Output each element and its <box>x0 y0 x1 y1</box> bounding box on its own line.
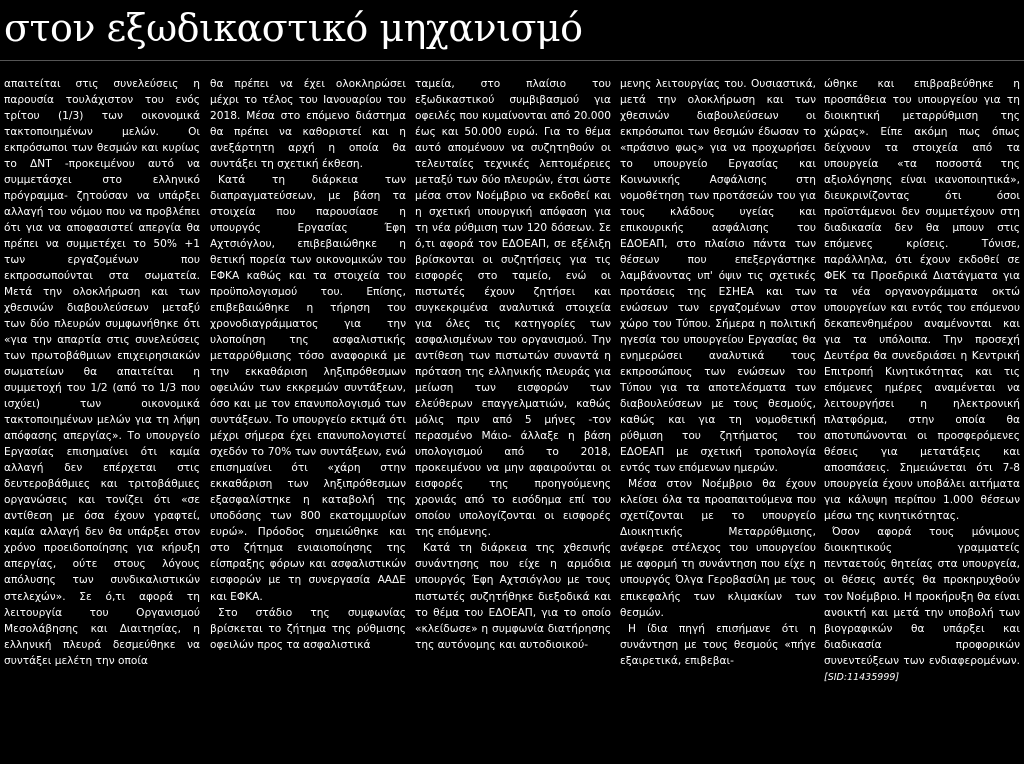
column-4-paragraph-2: Μέσα στον Νοέμβριο θα έχουν κλείσει όλα τα προαπαιτούμενα που σχετίζονται με το υπουργείο Διοικητικής Μεταρρύθμισης, ανέφερε στέλεχος του υπουργείου με αφορμή τη συνάντηση που είχε η υπουργός Όλγα Γεροβασίλη με τους επικεφαλής των κλιμακίων των θεσμών. <box>620 478 816 619</box>
column-3-paragraph-2: Κατά τη διάρκεια της χθεσινής συνάντησης που είχε η αρμόδια υπουργός Έφη Αχτσιόγλου με τους πιστωτές συζητήθηκε διεξοδικά και το θέμα του ΕΔΟΕΑΠ, για το οποίο «κλείδωσε» η συμφωνία διατήρησης της αυτόνομης και αυτοδιοικού- <box>415 542 611 651</box>
column-2-paragraph-1: θα πρέπει να έχει ολοκληρώσει μέχρι το τέλος του Ιανουαρίου του 2018. Μέσα στο επόμενο διάστημα θα πρέπει να καθοριστεί και η ανεξάρτητη αρχή η οποία θα συντάξει τη σχετική έκθεση. <box>210 78 406 171</box>
article-column-4 <box>620 76 816 760</box>
column-5-paragraph-1: ώθηκε και επιβραβεύθηκε η προσπάθεια του υπουργείου για τη διοικητική μεταρρύθμιση της χώρας». Είπε ακόμη πως όπως δείχνουν τα στοιχεία από τα υπουργεία «τα ποσοστά της αξιολόγησης είναι ικανοποιητικά», διευκρινίζοντας ότι όσοι προϊστάμενοι δεν συμμετέχουν στη διαδικασία δεν θα μπουν στις επόμενες κρίσεις. Τόνισε, παράλληλα, ότι έχουν εκδοθεί σε ΦΕΚ τα Προεδρικά Διατάγματα για τα νέα οργανογράμματα οκτώ υπουργείων και εντός του επόμενου δεκαπενθημέρου αναμένονται και για τα υπόλοιπα. Την προσεχή Δευτέρα θα συνεδριάσει η Κεντρική Επιτροπή Κινητικότητας και τις επόμενες ημέρες αναμένεται να λειτουργήσει η ηλεκτρονική πλατφόρμα, στην οποία θα αποτυπώνονται οι προσφερόμενες θέσεις για μετατάξεις και αποσπάσεις. Σημειώνεται ότι 7-8 υπουργεία έχουν υποβάλει αιτήματα για κάλυψη περίπου 1.000 θέσεων μέσω της κινητικότητας. <box>824 78 1020 523</box>
column-1-paragraph-1: απαιτείται στις συνελεύσεις η παρουσία τουλάχιστον του ενός τρίτου (1/3) των οικονομικά τακτοποιημένων μελών. Οι εκπρόσωποι των θεσμών και κυρίως το ΔΝΤ -προκειμένου αυτό να συμμετάσχει στο ελληνικό πρόγραμμα- ζητούσαν να υπάρξει αλλαγή του νόμου που να προβλέπει ότι για να αποφασιστεί απεργία θα πρέπει να συμμετέχει το 50% +1 των εργαζομένων που εκπροσωπούνται στα σωματεία. Μετά την ολοκλήρωση και των χθεσινών διαβουλεύσεων μεταξύ των δύο πλευρών συμφωνήθηκε ότι «για την απαρτία στις συνελεύσεις των πρωτοβάθμιων επιχειρησιακών σωματείων θα απαιτείται η συμμετοχή του 1/2 (από το 1/3 που ισχύει) των οικονομικά τακτοποιημένων μελών για τη λήψη απόφασης απεργίας». Το υπουργείο Εργασίας επισημαίνει ότι καμία αλλαγή δεν επέρχεται στις δευτεροβάθμιες και τριτοβάθμιες οργανώσεις και τονίζει ότι «σε αντίθεση με όσα έχουν γραφτεί, καμία αλλαγή δεν θα υπάρξει στον χρόνο προειδοποίησης για κήρυξη απεργίας, ούτε στους λόγους απόλυσης των συνδικαλιστικών στελεχών». Σε ό,τι αφορά τη λειτουργία του Οργανισμού Μεσολάβησης και Διαιτησίας, η ελληνική πλευρά δεσμεύθηκε να συντάξει μελέτη την οποία <box>4 78 200 667</box>
column-5-paragraph-2 <box>824 524 1020 685</box>
column-4-paragraph-3: Η ίδια πηγή επισήμανε ότι η συνάντηση με τους θεσμούς «πήγε εξαιρετικά, επιβεβαι- <box>620 622 816 667</box>
article-column-1 <box>4 76 200 760</box>
headline-divider <box>0 60 1024 61</box>
column-5-paragraph-2-text: Όσον αφορά τους μόνιμους διοικητικούς γραμματείς πενταετούς θητείας στα υπουργεία, οι θέσεις αυτές θα προκηρυχθούν τον Νοέμβριο. Η προκήρυξη θα είναι ανοικτή και μετά την υποβολή των βιογραφικών θα υπάρξει και διαδικασία προφορικών συνεντεύξεων των ενδιαφερομένων. <box>824 526 1020 667</box>
article-column-3 <box>415 76 611 760</box>
article-column-5 <box>824 76 1020 760</box>
column-3-paragraph-1: ταμεία, στο πλαίσιο του εξωδικαστικού συμβιβασμού για οφειλές που κυμαίνονται από 20.000 έως και 50.000 ευρώ. Για το θέμα αυτό απομένουν να συζητηθούν οι τελευταίες τεχνικές λεπτομέρειες μεταξύ των δύο πλευρών, έτσι ώστε μέσα στον Νοέμβριο να εκδοθεί και η σχετική υπουργική απόφαση για τη νέα ρύθμιση των 120 δόσεων. Σε ό,τι αφορά τον ΕΔΟΕΑΠ, σε εξέλιξη βρίσκονται οι συζητήσεις για τις εισφορές στο ταμείο, ενώ οι πιστωτές έχουν ζητήσει και συγκεκριμένα αναλυτικά στοιχεία για όλες τις κατηγορίες των ασφαλισμένων του οργανισμού. Την αντίθεση των πιστωτών συναντά η πρόταση της ελληνικής πλευράς για μείωση των εισφορών των ελεύθερων επαγγελματιών, καθώς μόλις πριν από 5 μήνες -τον περασμένο Μάιο- άλλαξε η βάση υπολογισμού από το 2018, προκειμένου να μην αφαιρούνται οι εισφορές της προηγούμενης χρονιάς από το εισόδημα επί του οποίου υπολογίζονται οι εισφορές της επόμενης. <box>415 78 611 539</box>
article-column-2 <box>210 76 406 760</box>
column-2-paragraph-2: Κατά τη διάρκεια των διαπραγματεύσεων, με βάση τα στοιχεία που παρουσίασε η υπουργός Εργασίας Έφη Αχτσιόγλου, επιβεβαιώθηκε η θετική πορεία των οικονομικών του ΕΦΚΑ καθώς και τα στοιχεία του προϋπολογισμού του. Επίσης, επιβεβαιώθηκε η τήρηση του χρονοδιαγράμματος για την υλοποίηση της ασφαλιστικής μεταρρύθμισης τόσο αναφορικά με την εκκαθάριση ληξιπρόθεσμων οφειλών των εκκρεμών συντάξεων, όσο και με τον επανυπολογισμό των συντάξεων. Το υπουργείο εκτιμά ότι μέχρι σήμερα έχει επανυπολογιστεί σχεδόν το 70% των συντάξεων, ενώ επισημαίνει ότι «χάρη στην εκκαθάριση των ληξιπρόθεσμων εξασφαλίστηκε η καταβολή της υποδόσης των 800 εκατομμυρίων ευρώ». Πρόοδος σημειώθηκε και στο ζήτημα ενιαιοποίησης της είσπραξης φόρων και ασφαλιστικών εισφορών με τη συνεργασία ΑΑΔΕ και ΕΦΚΑ. <box>210 174 406 603</box>
column-4-paragraph-1: μενης λειτουργίας του. Ουσιαστικά, μετά την ολοκλήρωση και των χθεσινών διαβουλεύσεων οι εκπρόσωποι των θεσμών έδωσαν το «πράσινο φως» για να προχωρήσει το υπουργείο Εργασίας και Κοινωνικής Ασφάλισης στη νομοθέτηση των προτάσεών του για τους κλάδους υγείας και επικουρικής ασφάλισης του ΕΔΟΕΑΠ, στο πλαίσιο πάντα των θέσεων που επεξεργάστηκε λαμβάνοντας υπ' όψιν τις σχετικές προτάσεις της ΕΣΗΕΑ και των ενώσεων των εργαζομένων στον χώρο του Τύπου. Σήμερα η πολιτική ηγεσία του υπουργείου Εργασίας θα ενημερώσει αναλυτικά τους εκπροσώπους των ενώσεων του Τύπου για τα αποτελέσματα των διαβουλεύσεων με τους θεσμούς, καθώς και για τη νομοθετική ρύθμιση του ζητήματος του ΕΔΟΕΑΠ με σχετική τροπολογία εντός των επόμενων ημερών. <box>620 78 816 475</box>
article-headline: στον εξωδικαστικό μηχανισμό <box>4 6 583 50</box>
article-body <box>4 76 1022 760</box>
column-2-paragraph-3: Στο στάδιο της συμφωνίας βρίσκεται το ζήτημα της ρύθμισης οφειλών προς τα ασφαλιστικά <box>210 606 406 651</box>
story-id-label: [SID:11435999] <box>824 671 900 683</box>
